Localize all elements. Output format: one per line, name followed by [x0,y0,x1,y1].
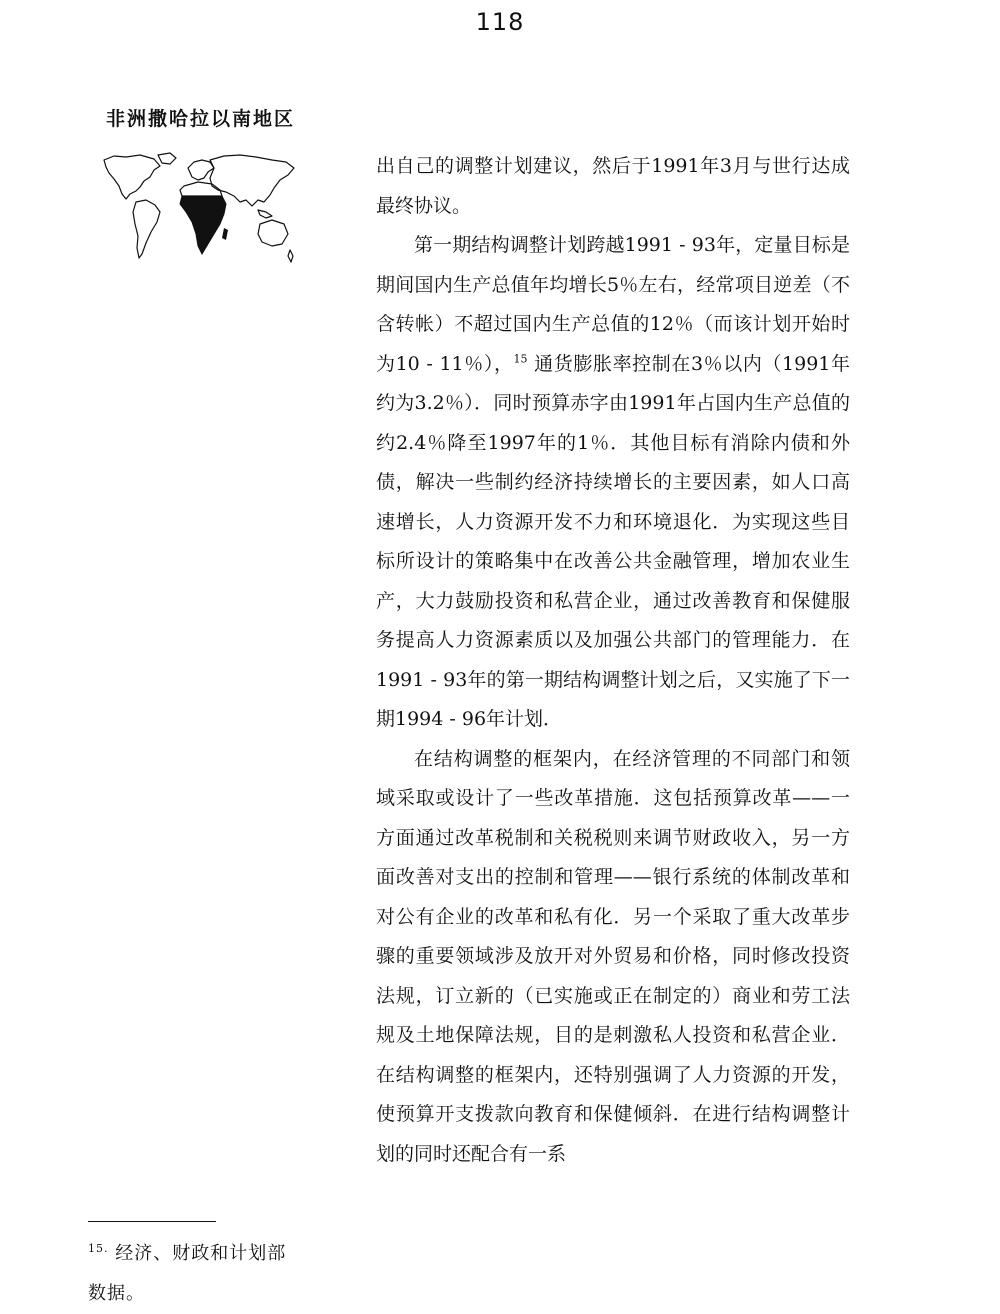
footnote-number: 15. [88,1242,109,1255]
north-america-shape [104,155,160,199]
region-label: 非洲撒哈拉以南地区 [106,108,296,130]
paragraph-2-part-1: 第一期结构调整计划跨越1991 - 93年，定量目标是期间国内生产总值年均增长5％左右，经常项目逆差（不含转帐）不超过国内生产总值的12％（而该计划开始时为10 - 11％）， [376,234,850,375]
paragraph-1: 出自己的调整计划建议，然后于1991年3月与世行达成最终协议。 [376,155,850,217]
australia-shape [258,220,288,246]
paragraph-3: 在结构调整的框架内，在经济管理的不同部门和领域采取或设计了一些改革措施．这包括预算改革——一方面通过改革税制和关税税则来调节财政收入，另一方面改善对支出的控制和管理——银行系统的体制改革和对公有企业的改革和私有化．另一个采取了重大改革步骤的重要领域涉及放开对外贸易和价格，同时修改投资法规，订立新的（已实施或正在制定的）商业和劳工法规及土地保障法规，目的是刺激私人投资和私营企业．在结构调整的框架内，还特别强调了人力资源的开发，使预算开支拨款向教育和保健倾斜．在进行结构调整计划的同时还配合有一系 [376,747,850,1165]
greenland-shape [158,153,176,164]
madagascar-shape [222,228,228,240]
body-text [376,147,850,1174]
footnote-divider [88,1221,216,1222]
footnote [88,1234,303,1314]
footnote-reference: 15 [513,352,528,366]
world-map-icon [100,150,300,275]
new-zealand-shape [288,250,293,262]
sub-saharan-africa-shape [180,196,226,254]
footnote-text: 经济、财政和计划部数据。 [88,1243,287,1304]
page-number: 118 [475,8,525,36]
paragraph-2 [376,226,850,740]
paragraph-2-part-2: 通货膨胀率控制在3％以内（1991年约为3.2％）．同时预算赤字由1991年占国内生产总值的约2.4％降至1997年的1％．其他目标有消除内债和外债，解决一些制约经济持续增长的主要因素，如人口高速增长，人力资源开发不力和环境退化．为实现这些目标所设计的策略集中在改善公共金融管理，增加农业生产，大力鼓励投资和私营企业，通过改善教育和保健服务提高人力资源素质以及加强公共部门的管理能力．在1991 - 93年的第一期结构调整计划之后，又实施了下一期1994 - 96年计划． [376,352,850,730]
south-america-shape [133,200,160,258]
islands-shape [258,210,272,218]
